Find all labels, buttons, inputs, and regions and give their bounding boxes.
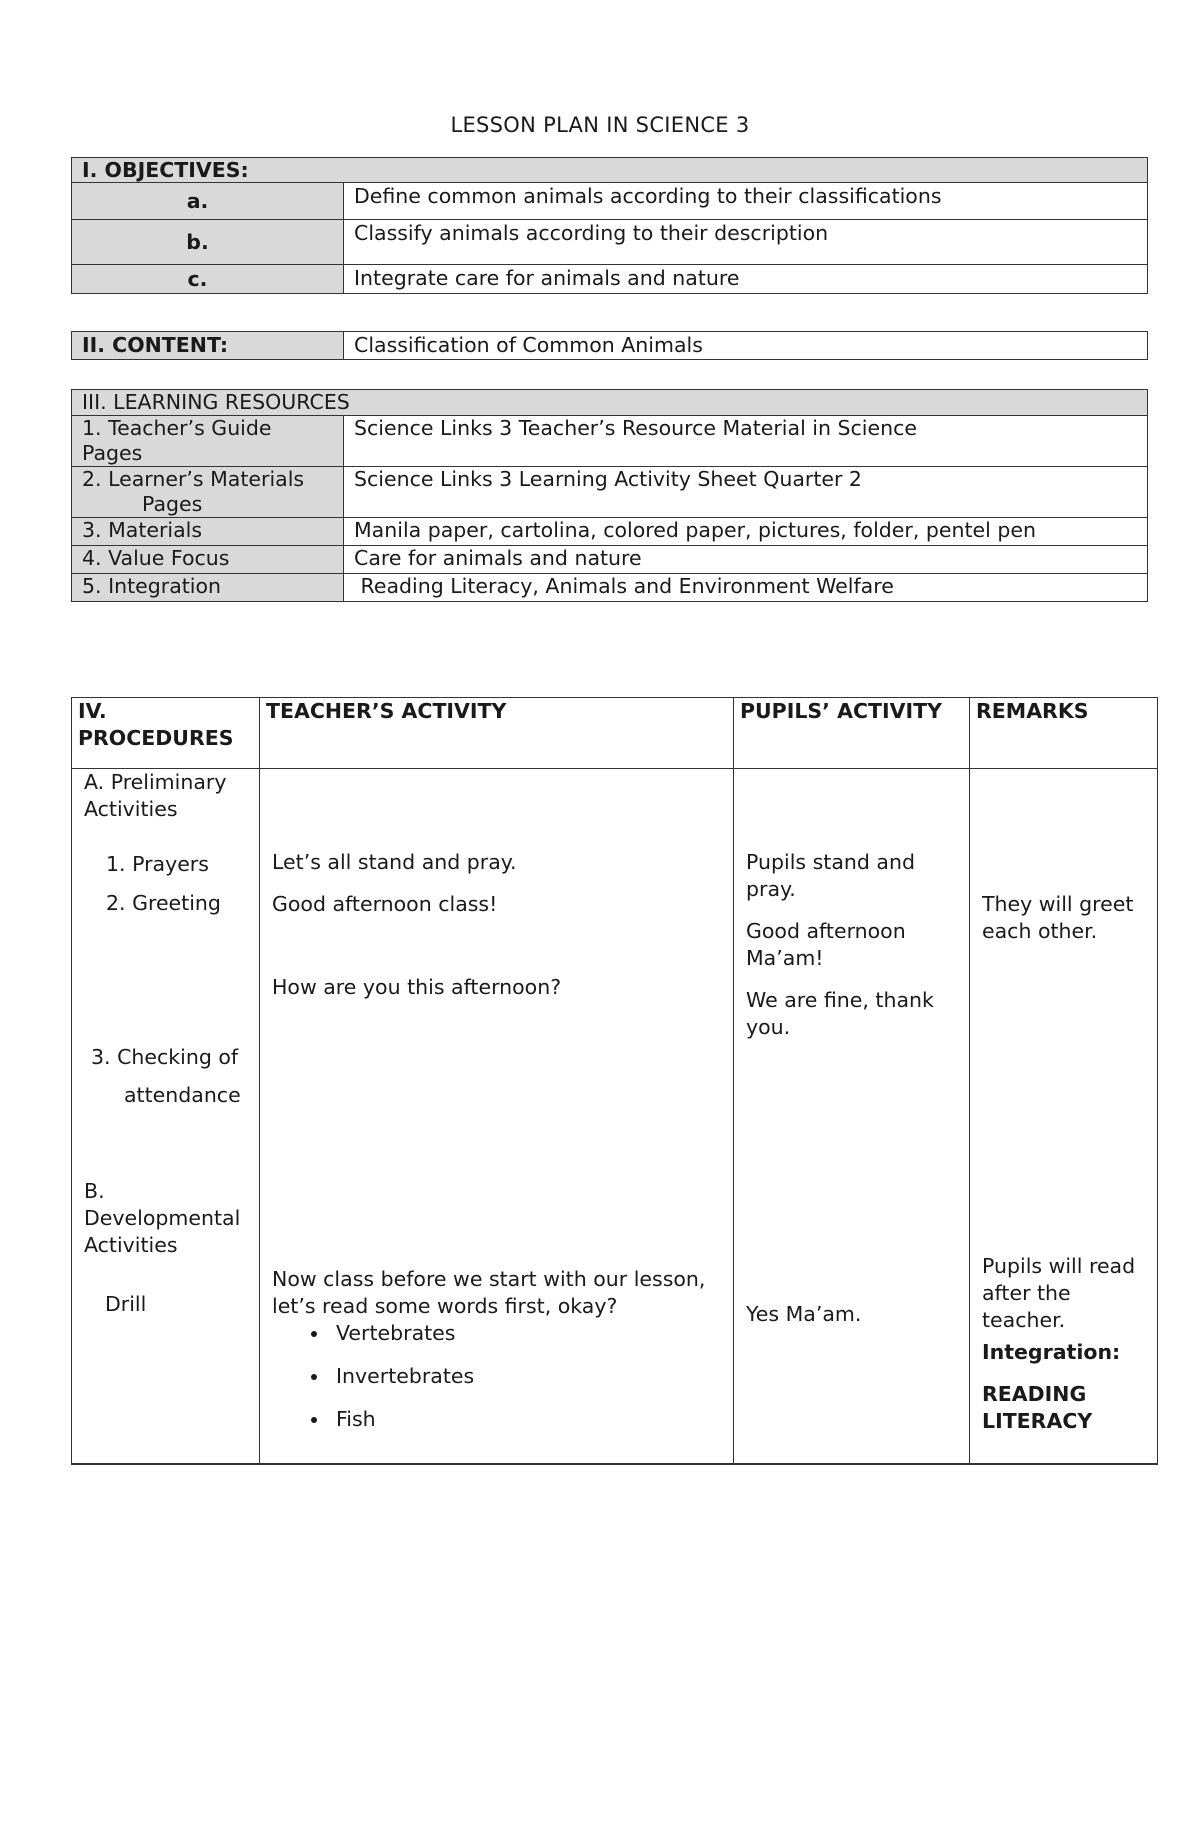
teacher-activity-header: TEACHER’S ACTIVITY	[260, 698, 734, 769]
text-line: each other.	[982, 919, 1098, 943]
remarks-read	[982, 1253, 1147, 1334]
content-value: Classification of Common Animals	[344, 332, 1148, 360]
remarks-greet	[982, 891, 1147, 945]
resource-label-line: Pages	[142, 492, 203, 516]
teacher-how-are-you-line: How are you this afternoon?	[272, 975, 562, 999]
content-label: II. CONTENT:	[72, 332, 344, 360]
text-line: pray.	[746, 877, 796, 901]
prayers-step: 1. Prayers	[106, 852, 209, 876]
word-list-item: • Vertebrates	[330, 1312, 723, 1355]
text-line: They will greet	[982, 892, 1134, 916]
text-line: Pupils will read	[982, 1254, 1136, 1278]
objective-text: Define common animals according to their classifications	[344, 183, 1148, 220]
resource-value: Science Links 3 Teacher’s Resource Material in Science	[344, 416, 1148, 467]
teacher-greet-line: Good afternoon class!	[272, 892, 498, 916]
text-line: Activities	[84, 797, 178, 821]
resource-value: Science Links 3 Learning Activity Sheet Quarter 2	[344, 467, 1148, 518]
resource-label: 3. Materials	[72, 518, 344, 546]
objectives-header: I. OBJECTIVES:	[72, 158, 1148, 183]
text-line: Good afternoon	[746, 919, 906, 943]
text-line: Pupils stand and	[746, 850, 915, 874]
text-line: Developmental	[84, 1206, 241, 1230]
pupils-activity-cell	[734, 769, 970, 1465]
developmental-activities	[84, 1178, 249, 1259]
resource-label-line: 2. Learner’s Materials	[82, 467, 305, 491]
objective-letter: a.	[72, 183, 344, 220]
resource-value: Care for animals and nature	[344, 546, 1148, 574]
text-line: A. Preliminary	[84, 770, 227, 794]
resource-label	[72, 416, 344, 467]
pupils-fine-response	[746, 987, 959, 1041]
resource-label	[72, 467, 344, 518]
remarks-header: REMARKS	[970, 698, 1158, 769]
greeting-step: 2. Greeting	[106, 891, 221, 915]
resource-label: 5. Integration	[72, 574, 344, 602]
text-line: let’s read some words first, okay?	[272, 1294, 618, 1318]
header-line: PROCEDURES	[78, 726, 234, 750]
text-line: B.	[84, 1179, 105, 1203]
text-line: Now class before we start with our lesson,	[272, 1267, 706, 1291]
content-table	[71, 331, 1148, 360]
procedures-body-row	[72, 769, 1158, 1465]
resource-row	[72, 518, 1148, 546]
teacher-pray-line: Let’s all stand and pray.	[272, 850, 517, 874]
procedures-header-row	[72, 698, 1158, 769]
checking-step: 3. Checking of	[91, 1045, 239, 1069]
page-title: LESSON PLAN IN SCIENCE 3	[450, 113, 750, 137]
remarks-integration-label: Integration:	[982, 1340, 1121, 1364]
resource-row	[72, 416, 1148, 467]
pupils-pray-response	[746, 849, 959, 903]
pupils-greet-response	[746, 918, 959, 972]
procedures-cell	[72, 769, 260, 1465]
text-line: after the	[982, 1281, 1071, 1305]
text-line: you.	[746, 1015, 791, 1039]
text-line: Ma’am!	[746, 946, 824, 970]
text-line: teacher.	[982, 1308, 1066, 1332]
resources-header: III. LEARNING RESOURCES	[72, 390, 1148, 416]
resources-table	[71, 389, 1148, 602]
word-list	[266, 1312, 723, 1441]
word-list-item: • Fish	[330, 1398, 723, 1441]
objective-text: Classify animals according to their description	[344, 220, 1148, 265]
text-line: We are fine, thank	[746, 988, 934, 1012]
procedures-table	[71, 697, 1158, 1465]
teacher-activity-cell	[260, 769, 734, 1465]
resource-value: Manila paper, cartolina, colored paper, pictures, folder, pentel pen	[344, 518, 1148, 546]
resource-label: 4. Value Focus	[72, 546, 344, 574]
resource-value: Reading Literacy, Animals and Environment Welfare	[344, 574, 1148, 602]
preliminary-activities	[84, 769, 249, 823]
text-line: Activities	[84, 1233, 178, 1257]
drill-step: Drill	[105, 1292, 147, 1316]
objectives-table	[71, 157, 1148, 294]
resource-row	[72, 467, 1148, 518]
objective-text: Integrate care for animals and nature	[344, 265, 1148, 294]
resource-label-line: 1. Teacher’s Guide	[82, 416, 272, 440]
pupils-activity-header: PUPILS’ ACTIVITY	[734, 698, 970, 769]
text-line: READING	[982, 1382, 1087, 1406]
word-list-item: • Invertebrates	[330, 1355, 723, 1398]
objective-row	[72, 220, 1148, 265]
resource-row	[72, 574, 1148, 602]
remarks-cell	[970, 769, 1158, 1465]
checking-step-cont: attendance	[124, 1083, 241, 1107]
text-line: LITERACY	[982, 1409, 1093, 1433]
header-line: IV.	[78, 699, 107, 723]
objective-letter: c.	[72, 265, 344, 294]
objective-row	[72, 265, 1148, 294]
objective-row	[72, 183, 1148, 220]
objective-letter: b.	[72, 220, 344, 265]
resource-label-line: Pages	[82, 441, 143, 465]
resource-row	[72, 546, 1148, 574]
procedures-column-header	[72, 698, 260, 769]
remarks-integration-value	[982, 1381, 1147, 1435]
pupils-yes-response: Yes Ma’am.	[746, 1302, 862, 1326]
